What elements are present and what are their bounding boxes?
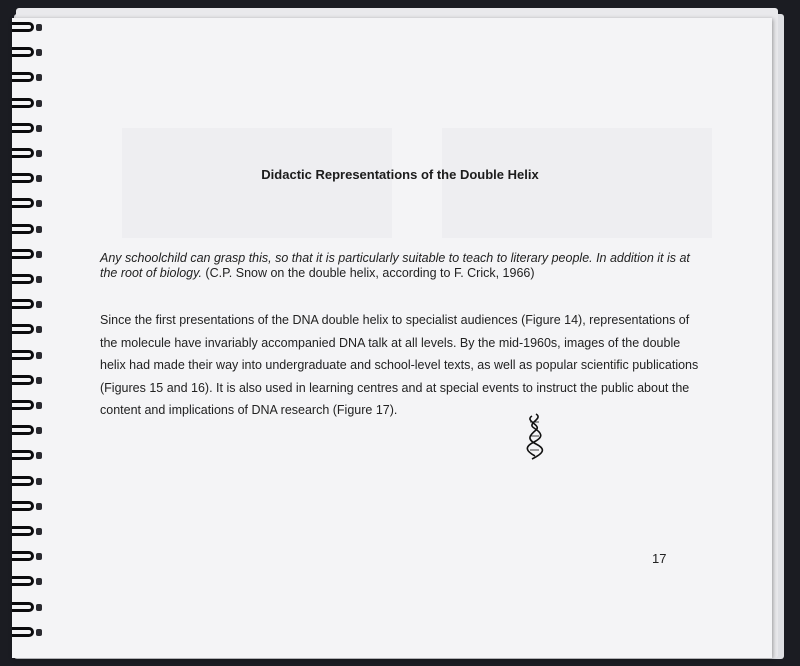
spiral-binding-icon	[0, 22, 40, 662]
punch-hole	[36, 276, 42, 283]
page-title: Didactic Representations of the Double Helix	[261, 167, 539, 182]
binding-ring	[6, 274, 36, 285]
binding-ring	[6, 47, 36, 58]
ring-wire	[12, 148, 34, 158]
ring-wire	[12, 476, 34, 486]
binding-ring	[6, 148, 36, 159]
punch-hole	[36, 604, 42, 611]
ring-wire	[12, 47, 34, 57]
binding-ring	[6, 173, 36, 184]
punch-hole	[36, 503, 42, 510]
binding-ring	[6, 501, 36, 512]
binding-ring	[6, 627, 36, 638]
show-through-figure-right	[442, 128, 712, 238]
punch-hole	[36, 150, 42, 157]
ring-wire	[12, 249, 34, 259]
ring-wire	[12, 551, 34, 561]
binding-ring	[6, 375, 36, 386]
binding-ring	[6, 602, 36, 613]
binding-ring	[6, 400, 36, 411]
punch-hole	[36, 352, 42, 359]
binding-ring	[6, 249, 36, 260]
epigraph-quote: Any schoolchild can grasp this, so that it is particularly suitable to teach to literary people. In addition it is at the root of biology.	[100, 251, 690, 280]
ring-wire	[12, 501, 34, 511]
ring-wire	[12, 425, 34, 435]
punch-hole	[36, 427, 42, 434]
ring-wire	[12, 324, 34, 334]
ring-wire	[12, 173, 34, 183]
punch-hole	[36, 74, 42, 81]
binding-ring	[6, 551, 36, 562]
double-helix-icon	[522, 413, 548, 461]
ring-wire	[12, 400, 34, 410]
ring-wire	[12, 576, 34, 586]
punch-hole	[36, 125, 42, 132]
punch-hole	[36, 100, 42, 107]
ring-wire	[12, 123, 34, 133]
binding-ring	[6, 98, 36, 109]
punch-hole	[36, 528, 42, 535]
binding-ring	[6, 22, 36, 33]
punch-hole	[36, 251, 42, 258]
binding-ring	[6, 123, 36, 134]
page-number: 17	[652, 551, 667, 566]
binding-ring	[6, 324, 36, 335]
ring-wire	[12, 224, 34, 234]
binding-ring	[6, 72, 36, 83]
ring-wire	[12, 299, 34, 309]
ring-wire	[12, 627, 34, 637]
ring-wire	[12, 274, 34, 284]
epigraph	[100, 251, 708, 281]
binding-ring	[6, 526, 36, 537]
ring-wire	[12, 22, 34, 32]
ring-wire	[12, 350, 34, 360]
punch-hole	[36, 402, 42, 409]
body-paragraph: Since the first presentations of the DNA double helix to specialist audiences (Figure 14), representations of the molecule have invariably accompanied DNA talk at all levels. By the mid-1960s, images of the double helix had made their way into undergraduate and school-level texts, as well as popular scientific publications (Figures 15 and 16). It is also used in learning centres and at special events to instruct the public about the content and implications of DNA research (Figure 17).	[100, 313, 699, 417]
show-through-figure-left	[122, 128, 392, 238]
binding-ring	[6, 198, 36, 209]
punch-hole	[36, 326, 42, 333]
ring-wire	[12, 375, 34, 385]
binding-ring	[6, 425, 36, 436]
punch-hole	[36, 24, 42, 31]
punch-hole	[36, 377, 42, 384]
punch-hole	[36, 49, 42, 56]
punch-hole	[36, 200, 42, 207]
punch-hole	[36, 452, 42, 459]
binding-ring	[6, 450, 36, 461]
binding-ring	[6, 576, 36, 587]
ring-wire	[12, 72, 34, 82]
binding-ring	[6, 476, 36, 487]
epigraph-attribution: (C.P. Snow on the double helix, according to F. Crick, 1966)	[205, 266, 535, 280]
ring-wire	[12, 602, 34, 612]
punch-hole	[36, 553, 42, 560]
ring-wire	[12, 450, 34, 460]
punch-hole	[36, 629, 42, 636]
ring-wire	[12, 198, 34, 208]
binding-ring	[6, 224, 36, 235]
punch-hole	[36, 226, 42, 233]
punch-hole	[36, 478, 42, 485]
punch-hole	[36, 578, 42, 585]
binding-ring	[6, 350, 36, 361]
punch-hole	[36, 175, 42, 182]
ring-wire	[12, 526, 34, 536]
punch-hole	[36, 301, 42, 308]
binding-ring	[6, 299, 36, 310]
ring-wire	[12, 98, 34, 108]
